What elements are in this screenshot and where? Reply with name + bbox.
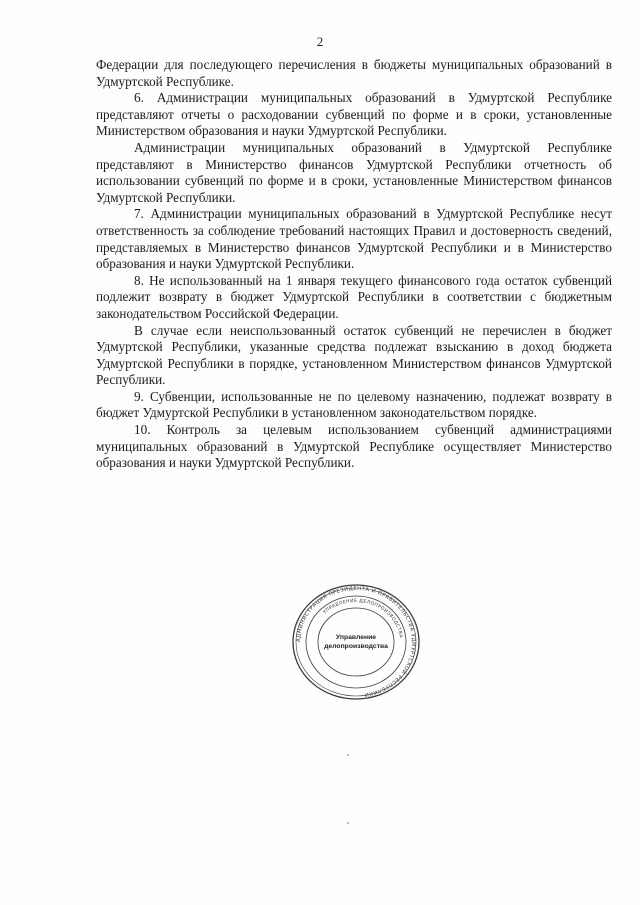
stamp-center-line-1: Управление <box>335 634 377 641</box>
paragraph-item-7: 7. Администрации муниципальных образований в Удмуртской Республике несут ответственность за соблюдение требований настоящих Правил и достоверность сведений, представляемых в Министерство финансов Удмуртской Республики и в Министерство образования и науки Удмуртской Республики. <box>96 206 612 272</box>
scan-speck <box>347 822 349 824</box>
scan-speck <box>347 754 349 756</box>
stamp-outer-ring-text: АДМИНИСТРАЦИЯ ПРЕЗИДЕНТА И ПРАВИТЕЛЬСТВА УДМУРТСКОЙ РЕСПУБЛИКИ <box>295 585 417 698</box>
paragraph-item-10: 10. Контроль за целевым использованием субвенций администрациями муниципальных образований в Удмуртской Республике осуществляет Министерство образования и науки Удмуртской Республики. <box>96 422 612 471</box>
stamp-center-line-2: делопроизводства <box>324 643 388 650</box>
paragraph-item-8: 8. Не использованный на 1 января текущего финансового года остаток субвенций подлежит возврату в бюджет Удмуртской Республики в соответствии с бюджетным законодательством Российской Федерации. <box>96 272 612 321</box>
document-body <box>96 57 612 472</box>
office-stamp <box>291 583 421 701</box>
paragraph-federation-transfer: Федерации для последующего перечисления в бюджеты муниципальных образований в Удмуртской Республике. <box>96 57 612 89</box>
paragraph-finance-reporting: Администрации муниципальных образований в Удмуртской Республике представляют в Министерство финансов Удмуртской Республики отчетность об использовании субвенций по форме и в сроки, установленные Министерством финансов Удмуртской Республики. <box>96 139 612 205</box>
paragraph-item-6: 6. Администрации муниципальных образований в Удмуртской Республике представляют отчеты о расходовании субвенций по форме и в сроки, установленные Министерством образования и науки Удмуртской Республики. <box>96 90 612 139</box>
stamp-inner-ring-text: УПРАВЛЕНИЕ ДЕЛОПРОИЗВОДСТВА <box>322 598 403 639</box>
stamp-seal <box>291 583 421 701</box>
page-number: 2 <box>316 34 324 49</box>
paragraph-unused-balance: В случае если неиспользованный остаток субвенций не перечислен в бюджет Удмуртской Республики, указанные средства подлежат взысканию в доход бюджета Удмуртской Республики в порядке, установленном Министерством финансов Удмуртской Республики. <box>96 322 612 388</box>
paragraph-item-9: 9. Субвенции, использованные не по целевому назначению, подлежат возврату в бюджет Удмуртской Республики в установленном законодательством порядке. <box>96 388 612 421</box>
